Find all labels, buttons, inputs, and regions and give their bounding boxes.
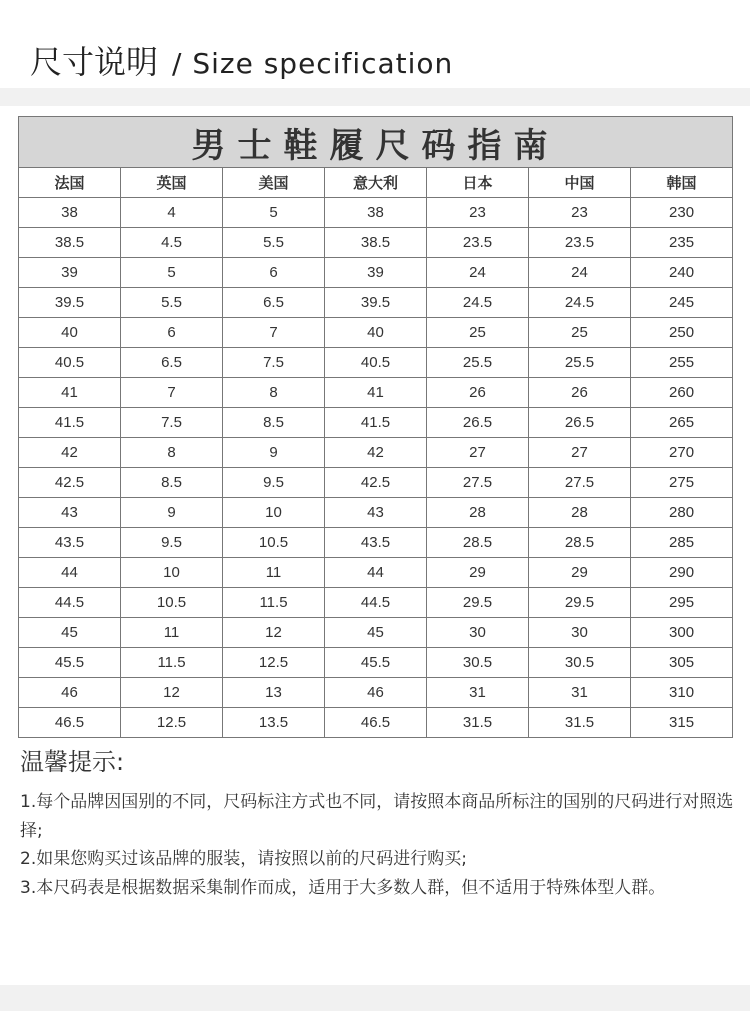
table-cell: 23.5 bbox=[427, 228, 529, 258]
table-cell: 9 bbox=[223, 438, 325, 468]
table-cell: 44 bbox=[19, 558, 121, 588]
table-cell: 25.5 bbox=[427, 348, 529, 378]
table-cell: 27.5 bbox=[427, 468, 529, 498]
table-cell: 44.5 bbox=[325, 588, 427, 618]
table-cell: 29 bbox=[529, 558, 631, 588]
table-cell: 30.5 bbox=[529, 648, 631, 678]
table-cell: 25.5 bbox=[529, 348, 631, 378]
table-cell: 29.5 bbox=[529, 588, 631, 618]
table-cell: 45 bbox=[325, 618, 427, 648]
table-cell: 260 bbox=[631, 378, 733, 408]
table-cell: 43 bbox=[19, 498, 121, 528]
column-header: 中国 bbox=[529, 168, 631, 198]
table-cell: 28.5 bbox=[529, 528, 631, 558]
table-cell: 39.5 bbox=[325, 288, 427, 318]
table-cell: 23 bbox=[529, 198, 631, 228]
table-cell: 24.5 bbox=[529, 288, 631, 318]
divider-band-top bbox=[0, 88, 750, 106]
table-cell: 44 bbox=[325, 558, 427, 588]
table-cell: 8 bbox=[121, 438, 223, 468]
table-row bbox=[19, 678, 733, 708]
table-cell: 12.5 bbox=[121, 708, 223, 738]
table-cell: 38.5 bbox=[19, 228, 121, 258]
table-row bbox=[19, 498, 733, 528]
table-cell: 45.5 bbox=[19, 648, 121, 678]
table-banner: 男士鞋履尺码指南 bbox=[19, 117, 733, 168]
table-cell: 265 bbox=[631, 408, 733, 438]
table-cell: 275 bbox=[631, 468, 733, 498]
table-cell: 270 bbox=[631, 438, 733, 468]
table-cell: 10.5 bbox=[223, 528, 325, 558]
table-cell: 27 bbox=[529, 438, 631, 468]
page-header bbox=[0, 0, 750, 88]
table-cell: 12.5 bbox=[223, 648, 325, 678]
table-body bbox=[19, 198, 733, 738]
table-row bbox=[19, 648, 733, 678]
table-cell: 46 bbox=[19, 678, 121, 708]
column-header: 英国 bbox=[121, 168, 223, 198]
column-header: 日本 bbox=[427, 168, 529, 198]
table-cell: 8.5 bbox=[121, 468, 223, 498]
table-cell: 11 bbox=[121, 618, 223, 648]
table-cell: 9.5 bbox=[223, 468, 325, 498]
table-cell: 5 bbox=[121, 258, 223, 288]
table-cell: 11.5 bbox=[121, 648, 223, 678]
table-cell: 23 bbox=[427, 198, 529, 228]
table-cell: 23.5 bbox=[529, 228, 631, 258]
table-cell: 4 bbox=[121, 198, 223, 228]
tips-list bbox=[20, 788, 734, 902]
table-cell: 8 bbox=[223, 378, 325, 408]
table-cell: 41 bbox=[325, 378, 427, 408]
table-cell: 11 bbox=[223, 558, 325, 588]
table-cell: 4.5 bbox=[121, 228, 223, 258]
table-cell: 5.5 bbox=[223, 228, 325, 258]
table-cell: 40.5 bbox=[19, 348, 121, 378]
table-cell: 24.5 bbox=[427, 288, 529, 318]
table-row bbox=[19, 468, 733, 498]
table-cell: 29.5 bbox=[427, 588, 529, 618]
table-cell: 39.5 bbox=[19, 288, 121, 318]
table-cell: 6 bbox=[121, 318, 223, 348]
page-title-cn: 尺寸说明 bbox=[30, 43, 159, 81]
table-cell: 24 bbox=[427, 258, 529, 288]
column-header: 意大利 bbox=[325, 168, 427, 198]
table-cell: 40.5 bbox=[325, 348, 427, 378]
table-cell: 290 bbox=[631, 558, 733, 588]
page-title-en: / Size specification bbox=[172, 47, 454, 80]
table-cell: 255 bbox=[631, 348, 733, 378]
table-cell: 30 bbox=[529, 618, 631, 648]
table-row bbox=[19, 258, 733, 288]
table-cell: 8.5 bbox=[223, 408, 325, 438]
table-cell: 26.5 bbox=[529, 408, 631, 438]
table-row bbox=[19, 348, 733, 378]
table-cell: 31.5 bbox=[427, 708, 529, 738]
table-cell: 43 bbox=[325, 498, 427, 528]
table-header-row bbox=[19, 168, 733, 198]
column-header: 法国 bbox=[19, 168, 121, 198]
table-cell: 295 bbox=[631, 588, 733, 618]
column-header: 韩国 bbox=[631, 168, 733, 198]
table-row bbox=[19, 438, 733, 468]
table-cell: 38.5 bbox=[325, 228, 427, 258]
tip-item: 2.如果您购买过该品牌的服装，请按照以前的尺码进行购买; bbox=[20, 849, 467, 869]
table-cell: 7.5 bbox=[121, 408, 223, 438]
table-cell: 30 bbox=[427, 618, 529, 648]
tip-item: 3.本尺码表是根据数据采集制作而成，适用于大多数人群，但不适用于特殊体型人群。 bbox=[20, 877, 666, 898]
table-cell: 26.5 bbox=[427, 408, 529, 438]
table-cell: 6.5 bbox=[121, 348, 223, 378]
table-cell: 31 bbox=[427, 678, 529, 708]
table-row bbox=[19, 588, 733, 618]
table-cell: 9 bbox=[121, 498, 223, 528]
table-cell: 31.5 bbox=[529, 708, 631, 738]
table-cell: 280 bbox=[631, 498, 733, 528]
table-cell: 250 bbox=[631, 318, 733, 348]
table-row bbox=[19, 408, 733, 438]
table-cell: 24 bbox=[529, 258, 631, 288]
table-row bbox=[19, 318, 733, 348]
table-cell: 7 bbox=[223, 318, 325, 348]
table-cell: 28 bbox=[427, 498, 529, 528]
table-cell: 230 bbox=[631, 198, 733, 228]
table-cell: 28.5 bbox=[427, 528, 529, 558]
table-cell: 13 bbox=[223, 678, 325, 708]
table-cell: 305 bbox=[631, 648, 733, 678]
table-cell: 44.5 bbox=[19, 588, 121, 618]
table-cell: 30.5 bbox=[427, 648, 529, 678]
tip-item: 1.每个品牌因国别的不同，尺码标注方式也不同，请按照本商品所标注的国别的尺码进行对照选择; bbox=[20, 792, 734, 841]
table-cell: 7 bbox=[121, 378, 223, 408]
table-cell: 43.5 bbox=[325, 528, 427, 558]
table-cell: 38 bbox=[325, 198, 427, 228]
table-cell: 39 bbox=[19, 258, 121, 288]
table-cell: 6 bbox=[223, 258, 325, 288]
table-cell: 27 bbox=[427, 438, 529, 468]
table-cell: 240 bbox=[631, 258, 733, 288]
table-cell: 27.5 bbox=[529, 468, 631, 498]
table-cell: 300 bbox=[631, 618, 733, 648]
table-cell: 43.5 bbox=[19, 528, 121, 558]
table-cell: 28 bbox=[529, 498, 631, 528]
table-cell: 29 bbox=[427, 558, 529, 588]
divider-band-bottom bbox=[0, 985, 750, 1011]
table-row bbox=[19, 618, 733, 648]
table-cell: 285 bbox=[631, 528, 733, 558]
table-row bbox=[19, 228, 733, 258]
table-cell: 10.5 bbox=[121, 588, 223, 618]
table-row bbox=[19, 528, 733, 558]
table-cell: 12 bbox=[121, 678, 223, 708]
table-row bbox=[19, 558, 733, 588]
table-cell: 41 bbox=[19, 378, 121, 408]
table-cell: 42 bbox=[19, 438, 121, 468]
table-cell: 31 bbox=[529, 678, 631, 708]
table-cell: 315 bbox=[631, 708, 733, 738]
table-cell: 310 bbox=[631, 678, 733, 708]
table-cell: 5 bbox=[223, 198, 325, 228]
table-cell: 9.5 bbox=[121, 528, 223, 558]
table-cell: 40 bbox=[325, 318, 427, 348]
table-cell: 25 bbox=[529, 318, 631, 348]
table-row bbox=[19, 198, 733, 228]
table-cell: 6.5 bbox=[223, 288, 325, 318]
table-cell: 42 bbox=[325, 438, 427, 468]
table-cell: 39 bbox=[325, 258, 427, 288]
table-cell: 10 bbox=[121, 558, 223, 588]
size-guide-table bbox=[18, 116, 733, 738]
table-row bbox=[19, 378, 733, 408]
table-cell: 26 bbox=[427, 378, 529, 408]
table-row bbox=[19, 708, 733, 738]
table-cell: 46.5 bbox=[19, 708, 121, 738]
table-cell: 235 bbox=[631, 228, 733, 258]
table-cell: 13.5 bbox=[223, 708, 325, 738]
table-cell: 42.5 bbox=[19, 468, 121, 498]
column-header: 美国 bbox=[223, 168, 325, 198]
table-cell: 45.5 bbox=[325, 648, 427, 678]
table-cell: 46 bbox=[325, 678, 427, 708]
table-cell: 46.5 bbox=[325, 708, 427, 738]
table-cell: 41.5 bbox=[325, 408, 427, 438]
table-cell: 40 bbox=[19, 318, 121, 348]
table-cell: 11.5 bbox=[223, 588, 325, 618]
table-cell: 42.5 bbox=[325, 468, 427, 498]
table-cell: 245 bbox=[631, 288, 733, 318]
table-cell: 7.5 bbox=[223, 348, 325, 378]
table-cell: 12 bbox=[223, 618, 325, 648]
table-cell: 38 bbox=[19, 198, 121, 228]
table-cell: 45 bbox=[19, 618, 121, 648]
table-cell: 25 bbox=[427, 318, 529, 348]
table-cell: 10 bbox=[223, 498, 325, 528]
table-cell: 41.5 bbox=[19, 408, 121, 438]
tips-title: 温馨提示: bbox=[20, 748, 125, 776]
table-cell: 26 bbox=[529, 378, 631, 408]
table-row bbox=[19, 288, 733, 318]
table-cell: 5.5 bbox=[121, 288, 223, 318]
